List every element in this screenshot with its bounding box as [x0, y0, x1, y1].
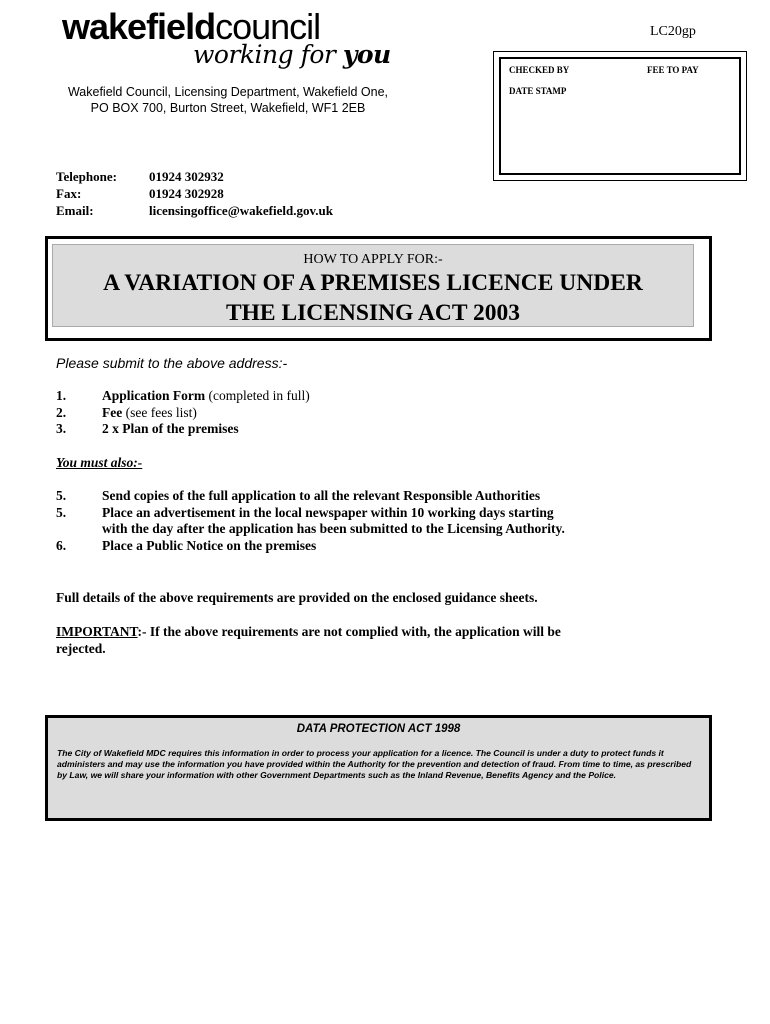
logo-council: council: [215, 6, 321, 47]
requirements-list: [56, 388, 622, 438]
email-label: Email:: [56, 203, 94, 218]
telephone-row: [56, 168, 333, 185]
title-subtitle: HOW TO APPLY FOR:-: [303, 252, 443, 267]
item-number: 2.: [56, 404, 67, 420]
list-item: [56, 538, 642, 555]
office-use-inner: [499, 57, 741, 175]
list-item: [56, 505, 642, 538]
date-stamp-label: DATE STAMP: [509, 86, 567, 96]
title-panel: [52, 244, 694, 327]
item-number: 1.: [56, 388, 67, 403]
item-text: (see fees list): [122, 404, 197, 420]
title-box: [45, 236, 712, 341]
item-number: 6.: [56, 538, 67, 554]
item-text: (completed in full): [205, 388, 310, 403]
fee-to-pay-label: FEE TO PAY: [647, 65, 699, 75]
data-protection-text: The City of Wakefield MDC requires this information in order to process your application for a licence. The Council is under a duty to protect funds it administers and may use the information you have provided within the Authority for the prevention and detection of fraud. From time to time, as prescribed by Law, we will share your information with other Government Departments such as the Inland Revenue, Benefits Agency and the Police.: [57, 748, 692, 780]
item-bold-text: 2 x Plan of the premises: [102, 421, 239, 437]
submit-instruction: Please submit to the above address:-: [56, 355, 288, 371]
logo-tagline: [193, 40, 391, 70]
fax-value: 01924 302928: [149, 186, 224, 201]
important-label: IMPORTANT: [56, 624, 138, 639]
tagline-you: you: [342, 40, 391, 69]
list-item: [56, 405, 622, 422]
item-text: Place an advertisement in the local newspaper within 10 working days starting with the day after the application has been submitted to the Licensing Authority.: [102, 504, 565, 537]
logo-wakefield: wakefield: [62, 6, 216, 47]
council-address: Wakefield Council, Licensing Department, Wakefield One, PO BOX 700, Burton Street, Wakefield, WF1 2EB: [67, 85, 389, 115]
important-note: [56, 623, 601, 657]
also-list: [56, 488, 642, 555]
item-text: Place a Public Notice on the premises: [102, 538, 317, 554]
must-also-heading: You must also:-: [56, 455, 143, 470]
item-number: 3.: [56, 421, 67, 437]
telephone-label: Telephone:: [56, 169, 117, 184]
office-use-box: [493, 51, 747, 181]
item-number: 5.: [56, 488, 67, 503]
title-line-2: THE LICENSING ACT 2003: [225, 300, 521, 326]
list-item: [56, 488, 642, 505]
email-value: licensingoffice@wakefield.gov.uk: [149, 203, 333, 218]
checked-by-label: CHECKED BY: [509, 65, 570, 75]
item-bold-text: Application Form: [102, 388, 206, 403]
tagline-working-for: working for: [193, 40, 343, 69]
contact-details: [56, 168, 333, 219]
fax-row: [56, 185, 333, 202]
telephone-value: 01924 302932: [149, 169, 224, 184]
email-row: [56, 202, 333, 219]
item-text: Send copies of the full application to all the relevant Responsible Authorities: [102, 488, 541, 503]
important-text: :- If the above requirements are not complied with, the application will be rejected.: [56, 624, 561, 656]
item-bold-text: Fee: [102, 404, 123, 420]
fax-label: Fax:: [56, 186, 82, 201]
full-details-note: Full details of the above requirements are provided on the enclosed guidance sheets.: [56, 590, 538, 605]
list-item: [56, 421, 622, 438]
item-number: 5.: [56, 504, 67, 520]
title-line-1: A VARIATION OF A PREMISES LICENCE UNDER: [103, 270, 643, 296]
list-item: [56, 388, 622, 405]
data-protection-box: [45, 715, 712, 821]
data-protection-title: DATA PROTECTION ACT 1998: [296, 723, 461, 735]
form-code: LC20gp: [650, 24, 696, 39]
